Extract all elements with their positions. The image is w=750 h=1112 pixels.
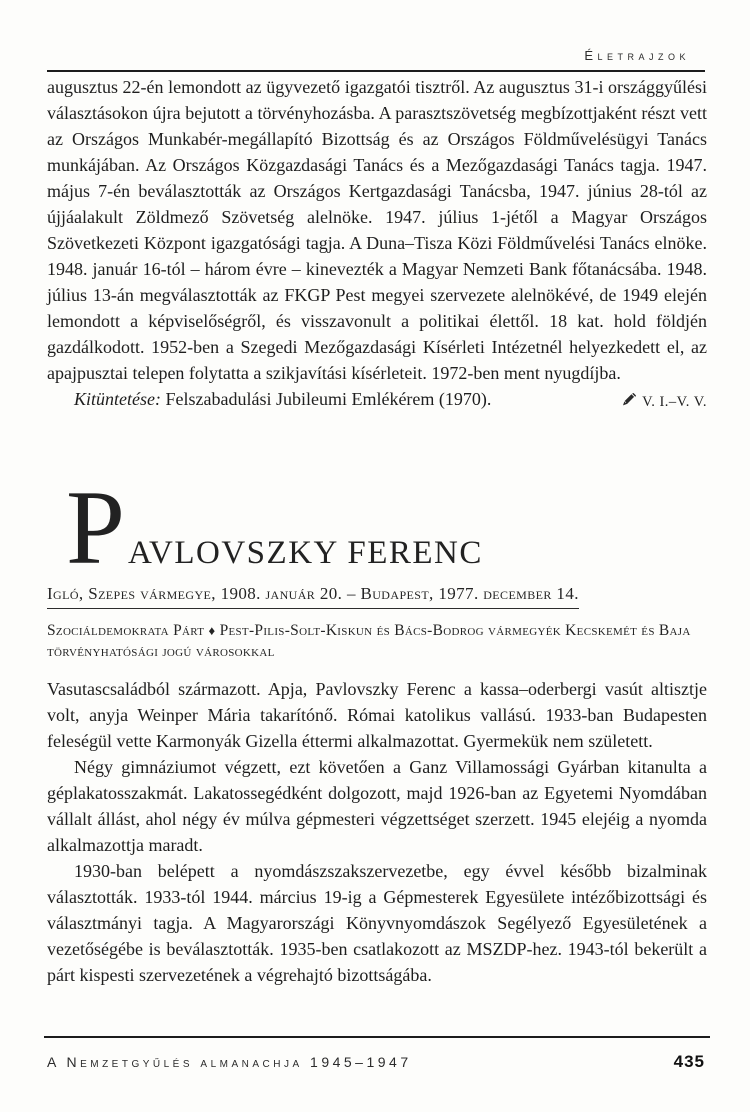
biography-paragraph: 1930-ban belépett a nyomdászszakszervezetbe, egy évvel később bizalminak választották. 1933-tól 1944. március 19-ig a Gépmesterek Egyesülete intézőbizottsági és választmányi tagja. A Magyarországi Könyvnyomdászok Segélyező Egyesületének a vezetőségébe is beválasztották. 1935-ben csatlakozott az MSZDP-hez. 1943-tól bekerült a párt kispesti szervezetének a végrehajtó bizottságába. (47, 861, 707, 985)
birth-death-line: Igló, Szepes vármegye, 1908. január 20. – Budapest, 1977. december 14. (47, 584, 579, 609)
page-number: 435 (673, 1052, 705, 1071)
biography-paragraph: Vasutascsaládból származott. Apja, Pavlovszky Ferenc a kassa–oderbergi vasút altisztje volt, anyja Weinper Mária takarítónő. Római katolikus vallású. 1933-ban Budapesten feleségül vette Karmonyák Gizella éttermi alkalmazottat. Gyermekük nem született. (47, 679, 707, 751)
running-header: Életrajzok (584, 48, 690, 63)
header-rule (47, 70, 705, 72)
signature-initials: V. I.–V. V. (642, 394, 707, 410)
footer (47, 1052, 705, 1072)
award-text: Felszabadulási Jubileumi Emlékérem (1970). (165, 389, 492, 409)
footer-book-title: A Nemzetgyűlés almanachja 1945–1947 (47, 1054, 412, 1070)
constituency: Pest-Pilis-Solt-Kiskun és Bács-Bodrog vármegyék Kecskemét és Baja törvényhatósági jogú városokkal (47, 622, 691, 660)
name-rest: AVLOVSZKY FERENC (127, 535, 483, 571)
authors-signature (622, 386, 707, 415)
diamond-separator-icon: ♦ (208, 623, 216, 638)
name-drop-cap: P (66, 469, 125, 586)
award-line (47, 386, 707, 412)
previous-entry-continuation (47, 74, 707, 415)
biography-paragraph: Négy gimnáziumot végzett, ezt követően a Ganz Villamossági Gyárban kitanulta a géplakatosszakmát. Lakatossegédként dolgozott, majd 1926-ban az Egyetemi Nyomdában vállalt állást, ahol négy év múlva gépmesteri végzettséget szerzett. 1945 elejéig a nyomda alkalmazottja maradt. (47, 757, 707, 855)
footer-rule (44, 1036, 710, 1038)
pen-icon (622, 389, 637, 415)
party-name: Szociáldemokrata Párt (47, 622, 205, 639)
award-label: Kitüntetése: (74, 389, 161, 409)
continuation-paragraph: augusztus 22-én lemondott az ügyvezető igazgatói tisztről. Az augusztus 31-i országgyűlési választásokon újra bejutott a törvényhozásba. A parasztszövetség megbízottjaként részt vett az Országos Munkabér-megállapító Bizottság és az Országos Földművelésügyi Tanács munkájában. Az Országos Közgazdasági Tanács és a Mezőgazdasági Tanács tagja. 1947. május 7-én beválasztották az Országos Kertgazdasági Tanácsba, 1947. június 28-tól az újjáalakult Zöldmező Szövetség alelnöke. 1947. július 1-jétől a Magyar Országos Szövetkezeti Központ igazgatósági tagja. A Duna–Tisza Közi Földművelési Tanács elnöke. 1948. január 16-tól – három évre – kinevezték a Magyar Nemzeti Bank főtanácsába. 1948. július 13-án megválasztották az FKGP Pest megyei szervezete alelnökévé, de 1949 elején lemondott a képviselőségről, és visszavonult a politikai élettől. 18 kat. hold földjén gazdálkodott. 1952-ben a Szegedi Mezőgazdasági Kísérleti Intézetnél helyezkedett el, az apajpusztai telepen folytatta a szikjavítási kísérleteit. 1972-ben ment nyugdíjba. (47, 77, 707, 383)
party-constituency-line (47, 620, 709, 662)
biography-body (47, 676, 707, 988)
